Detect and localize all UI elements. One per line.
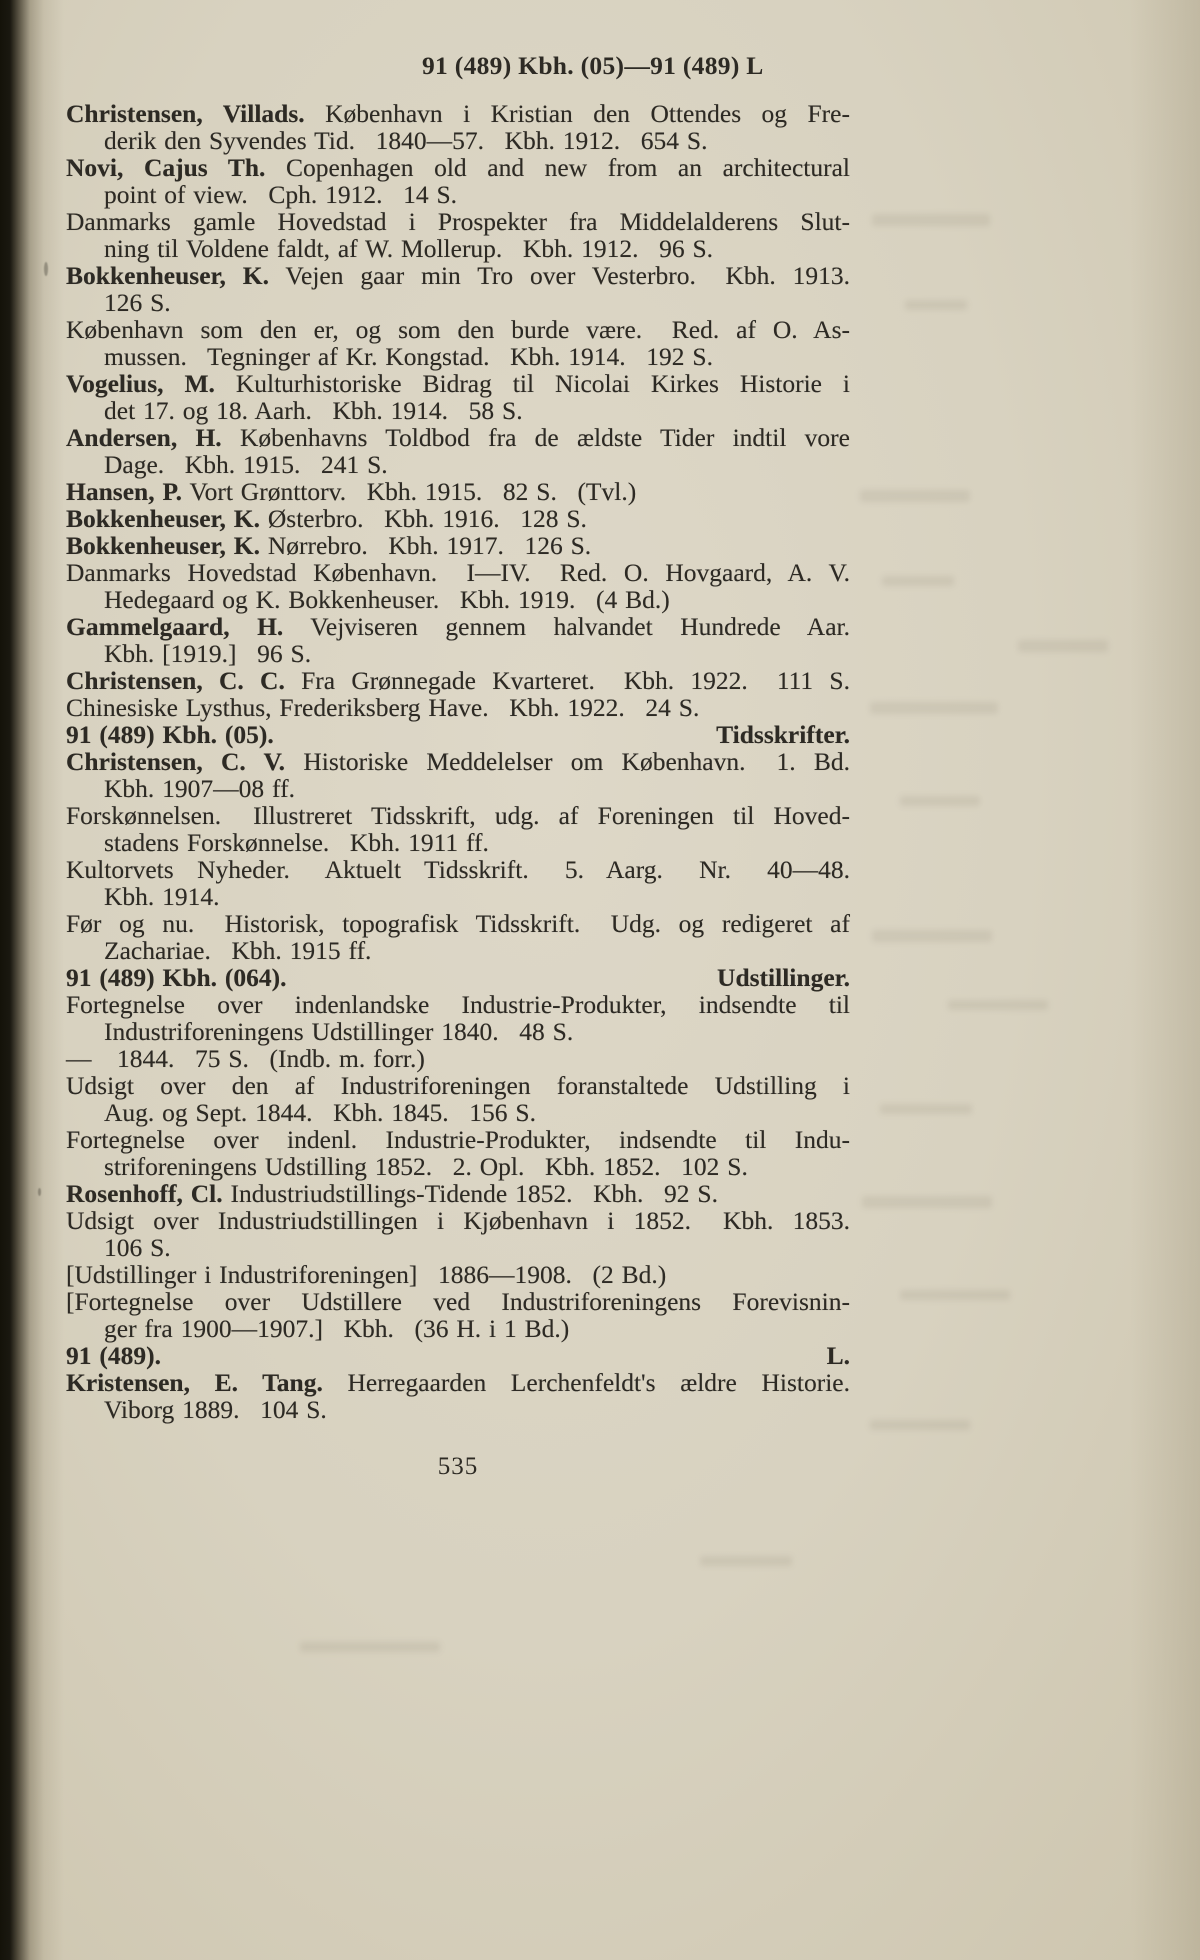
entry-text: København i Kristian den Ottendes og Fre- — [304, 99, 850, 128]
entry-line — [66, 100, 850, 127]
entry-continuation-line — [66, 883, 850, 910]
entry-continuation-line — [66, 586, 850, 613]
entry-continuation-line — [66, 1396, 850, 1423]
entry-line — [66, 424, 850, 451]
entry-line — [66, 316, 850, 343]
entry-line — [66, 1072, 850, 1099]
entry-text: Kbh. 1907—08 ff. — [104, 774, 295, 803]
bleed-through-artifact — [900, 1290, 1010, 1300]
entry-text: Før og nu. Historisk, topografisk Tidsskrift. Udg. og redigeret af — [66, 909, 850, 938]
entry-continuation-line — [66, 829, 850, 856]
entry-continuation-line — [66, 181, 850, 208]
entry-author: Christensen, C. C. — [66, 666, 285, 695]
entry-text: Danmarks gamle Hovedstad i Prospekter fra Middelalderens Slut- — [66, 207, 850, 236]
entry-line — [66, 856, 850, 883]
entry-text: point of view. Cph. 1912. 14 S. — [104, 180, 458, 209]
entry-line — [66, 559, 850, 586]
entry-author: Vogelius, M. — [66, 369, 215, 398]
entry-text: Hedegaard og K. Bokkenheuser. Kbh. 1919. (4 Bd.) — [104, 585, 670, 614]
entry-continuation-line — [66, 1315, 850, 1342]
entry-line — [66, 262, 850, 289]
entry-continuation-line — [66, 1153, 850, 1180]
entry-text: Fortegnelse over indenlandske Industrie-Produkter, indsendte til — [66, 990, 850, 1019]
entry-text: det 17. og 18. Aarh. Kbh. 1914. 58 S. — [104, 396, 523, 425]
entry-text: stadens Forskønnelse. Kbh. 1911 ff. — [104, 828, 489, 857]
entry-line — [66, 505, 850, 532]
bleed-through-artifact — [872, 930, 992, 942]
entry-text: [Fortegnelse over Udstillere ved Industriforeningens Forevisnin- — [66, 1287, 850, 1316]
binding-shadow — [0, 0, 64, 1960]
entry-text: — 1844. 75 S. (Indb. m. forr.) — [66, 1044, 425, 1073]
entry-text: Chinesiske Lysthus, Frederiksberg Have. Kbh. 1922. 24 S. — [66, 693, 700, 722]
entry-line — [66, 748, 850, 775]
entry-continuation-line — [66, 343, 850, 370]
entry-line — [66, 1180, 850, 1207]
entry-line — [66, 1369, 850, 1396]
entry-author: Hansen, P. — [66, 477, 183, 506]
page-edge-shade — [1130, 0, 1200, 1960]
entry-text: Udsigt over den af Industriforeningen foranstaltede Udstilling i — [66, 1071, 850, 1100]
entry-continuation-line — [66, 1018, 850, 1045]
section-class-number: 91 (489) Kbh. (05). — [66, 720, 274, 749]
entry-author: Bokkenheuser, K. — [66, 531, 260, 560]
entry-continuation-line — [66, 127, 850, 154]
entry-continuation-line — [66, 775, 850, 802]
entry-text: Vejen gaar min Tro over Vesterbro. Kbh. 1913. — [269, 261, 851, 290]
bleed-through-artifact — [862, 1196, 992, 1208]
bleed-through-artifact — [300, 1642, 440, 1652]
entry-text: Udsigt over Industriudstillingen i Kjøbenhavn i 1852. Kbh. 1853. — [66, 1206, 850, 1235]
entry-text: Kultorvets Nyheder. Aktuelt Tidsskrift. 5. Aarg. Nr. 40—48. — [66, 855, 850, 884]
entry-text: Aug. og Sept. 1844. Kbh. 1845. 156 S. — [104, 1098, 536, 1127]
entry-text: Kulturhistoriske Bidrag til Nicolai Kirkes Historie i — [214, 369, 850, 398]
entry-text: Fra Grønnegade Kvarteret. Kbh. 1922. 111 S. — [284, 666, 850, 695]
entry-text: København som den er, og som den burde være. Red. af O. As- — [66, 315, 850, 344]
entry-author: Kristensen, E. Tang. — [66, 1368, 323, 1397]
entry-text: [Udstillinger i Industriforeningen] 1886—1908. (2 Bd.) — [66, 1260, 667, 1289]
entry-text: Industriudstillings-Tidende 1852. Kbh. 92 S. — [222, 1179, 718, 1208]
bleed-through-artifact — [900, 796, 980, 806]
section-class-number: 91 (489) Kbh. (064). — [66, 963, 287, 992]
entry-line — [66, 1261, 850, 1288]
entry-text: Herregaarden Lerchenfeldt's ældre Historie. — [322, 1368, 850, 1397]
bleed-through-artifact — [1018, 640, 1108, 652]
entry-text: Nørrebro. Kbh. 1917. 126 S. — [259, 531, 592, 560]
scan-speck — [44, 262, 48, 276]
entry-text: Forskønnelsen. Illustreret Tidsskrift, udg. af Foreningen til Hoved- — [66, 801, 850, 830]
entry-line — [66, 1288, 850, 1315]
entry-line — [66, 802, 850, 829]
entry-continuation-line — [66, 397, 850, 424]
entry-text: derik den Syvendes Tid. 1840—57. Kbh. 1912. 654 S. — [104, 126, 708, 155]
bleed-through-artifact — [880, 1104, 972, 1114]
page-number: 535 — [437, 1453, 479, 1480]
bleed-through-artifact — [872, 214, 990, 226]
entry-text: Kbh. [1919.] 96 S. — [104, 639, 312, 668]
entry-line — [66, 1207, 850, 1234]
entry-line — [66, 694, 850, 721]
entry-line — [66, 532, 850, 559]
entry-line — [66, 667, 850, 694]
entry-continuation-line — [66, 640, 850, 667]
entry-text: ger fra 1900—1907.] Kbh. (36 H. i 1 Bd.) — [104, 1314, 570, 1343]
section-title: Udstillinger. — [717, 963, 850, 992]
entry-continuation-line — [66, 1234, 850, 1261]
entry-author: Gammelgaard, H. — [66, 612, 284, 641]
entry-author: Christensen, C. V. — [66, 747, 286, 776]
entry-line — [66, 370, 850, 397]
entry-text: mussen. Tegninger af Kr. Kongstad. Kbh. 1914. 192 S. — [104, 342, 713, 371]
entry-author: Christensen, Villads. — [66, 99, 305, 128]
entry-text: ning til Voldene faldt, af W. Mollerup. Kbh. 1912. 96 S. — [104, 234, 714, 263]
entry-text: 106 S. — [104, 1233, 171, 1262]
entry-text: Industriforeningens Udstillinger 1840. 48 S. — [104, 1017, 574, 1046]
entry-text: Historiske Meddelelser om København. 1. Bd. — [285, 747, 850, 776]
entry-text: Copenhagen old and new from an architectural — [265, 153, 850, 182]
entry-text: Østerbro. Kbh. 1916. 128 S. — [259, 504, 587, 533]
entry-text: 126 S. — [104, 288, 171, 317]
scan-speck — [38, 1188, 41, 1196]
entry-text: Zachariae. Kbh. 1915 ff. — [104, 936, 372, 965]
section-heading-line — [66, 1342, 850, 1369]
bleed-through-artifact — [905, 300, 967, 310]
section-class-number: 91 (489). — [66, 1341, 161, 1370]
entry-text: Vejviseren gennem halvandet Hundrede Aar. — [283, 612, 850, 641]
entry-continuation-line — [66, 1099, 850, 1126]
entry-line — [66, 991, 850, 1018]
entry-continuation-line — [66, 289, 850, 316]
bibliography-lines — [66, 100, 850, 1423]
entry-continuation-line — [66, 235, 850, 262]
entry-author: Bokkenheuser, K. — [66, 261, 269, 290]
entry-line — [66, 910, 850, 937]
page-body — [66, 50, 850, 1481]
entry-author: Bokkenheuser, K. — [66, 504, 260, 533]
entry-text: Fortegnelse over indenl. Industrie-Produkter, indsendte til Indu- — [66, 1125, 850, 1154]
entry-author: Rosenhoff, Cl. — [66, 1179, 223, 1208]
entry-text: Dage. Kbh. 1915. 241 S. — [104, 450, 388, 479]
bleed-through-artifact — [870, 702, 998, 714]
entry-text: Københavns Toldbod fra de ældste Tider indtil vore — [221, 423, 850, 452]
entry-line — [66, 478, 850, 505]
section-heading-line — [66, 721, 850, 748]
entry-author: Andersen, H. — [66, 423, 222, 452]
entry-line — [66, 613, 850, 640]
entry-text: Kbh. 1914. — [104, 882, 220, 911]
bleed-through-artifact — [948, 1000, 1048, 1010]
entry-line — [66, 154, 850, 181]
entry-continuation-line — [66, 937, 850, 964]
section-heading-line — [66, 964, 850, 991]
entry-text: Vort Grønttorv. Kbh. 1915. 82 S. (Tvl.) — [182, 477, 637, 506]
entry-text: striforeningens Udstilling 1852. 2. Opl. Kbh. 1852. 102 S. — [104, 1152, 748, 1181]
running-header: 91 (489) Kbh. (05)—91 (489) L — [422, 51, 764, 80]
bleed-through-artifact — [860, 490, 970, 502]
entry-continuation-line — [66, 451, 850, 478]
entry-author: Novi, Cajus Th. — [66, 153, 266, 182]
entry-line — [66, 1045, 850, 1072]
entry-line — [66, 208, 850, 235]
section-title: Tidsskrifter. — [716, 720, 850, 749]
section-title: L. — [826, 1341, 850, 1370]
bleed-through-artifact — [882, 576, 954, 586]
entry-line — [66, 1126, 850, 1153]
entry-text: Viborg 1889. 104 S. — [104, 1395, 327, 1424]
bleed-through-artifact — [870, 1420, 970, 1430]
entry-text: Danmarks Hovedstad København. I—IV. Red. O. Hovgaard, A. V. — [66, 558, 850, 587]
bleed-through-artifact — [700, 1556, 792, 1566]
